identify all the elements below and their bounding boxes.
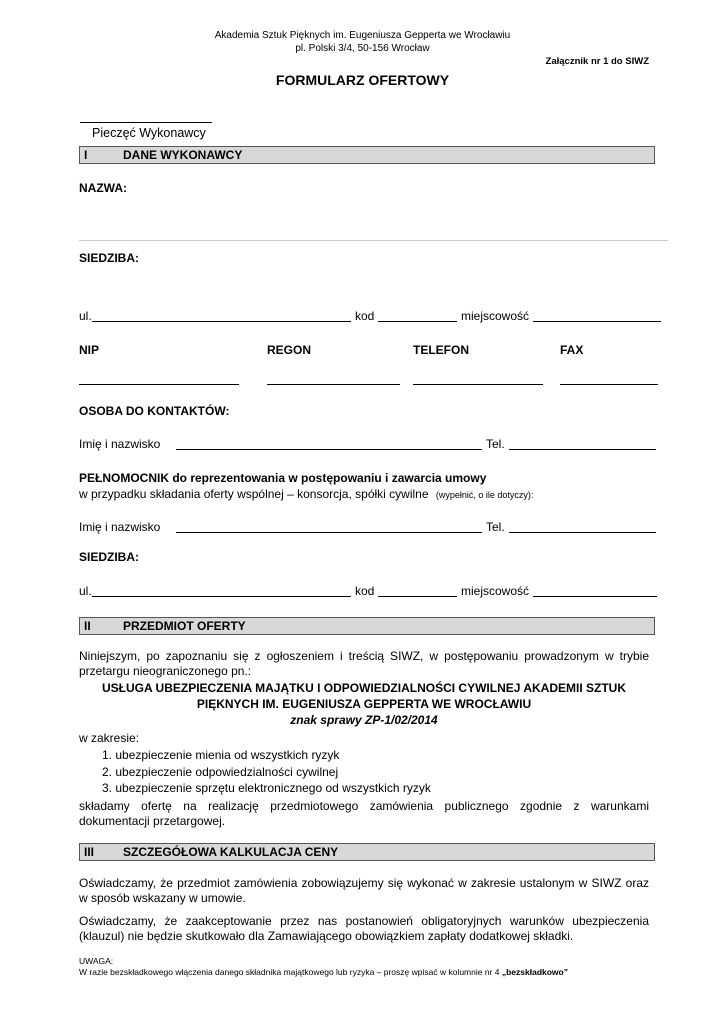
- stamp-label: Pieczęć Wykonawcy: [92, 126, 206, 140]
- proxy-city-label: miejscowość: [461, 584, 530, 598]
- siedziba-label: SIEDZIBA:: [79, 251, 139, 265]
- contact-label: OSOBA DO KONTAKTÓW:: [79, 404, 230, 418]
- regon-label: REGON: [267, 343, 312, 357]
- nip-label: NIP: [79, 343, 100, 357]
- contact-name-label: Imię i nazwisko: [79, 437, 161, 451]
- institution-name: Akademia Sztuk Pięknych im. Eugeniusza Gepperta we Wrocławiu: [214, 30, 511, 41]
- fax-label: FAX: [560, 343, 584, 357]
- nazwa-field-line[interactable]: [79, 240, 668, 241]
- section-number: I: [84, 148, 88, 162]
- section-number: III: [84, 845, 95, 859]
- contact-name-field-line[interactable]: [176, 449, 482, 450]
- declaration-1: Oświadczamy, że przedmiot zamówienia zobowiązujemy się wykonać w zakresie ustalonym w SIWZ oraz w sposób wskazany w umowie.: [79, 876, 649, 905]
- nazwa-label: NAZWA:: [79, 181, 127, 195]
- proxy-phone-label: Tel.: [486, 520, 505, 534]
- proxy-sub-label: [79, 487, 533, 501]
- stamp-line: [80, 122, 212, 123]
- proxy-city-field-line[interactable]: [533, 596, 657, 597]
- note-text: [79, 967, 679, 977]
- offer-closing: składamy ofertę na realizację przedmiotowego zamówienia publicznego zgodnie z warunkami dokumentacji przetargowej.: [79, 799, 649, 828]
- street-field-line[interactable]: [92, 321, 351, 322]
- institution-address: pl. Polski 3/4, 50-156 Wrocław: [295, 43, 430, 54]
- offer-intro: Niniejszym, po zapoznaniu się z ogłoszeniem i treścią SIWZ, w postępowaniu prowadzonym w trybie przetargu nieograniczonego pn.:: [79, 649, 649, 678]
- proxy-street-field-line[interactable]: [92, 596, 351, 597]
- telefon-label: TELEFON: [413, 343, 469, 357]
- proxy-siedziba-label: SIEDZIBA:: [79, 550, 139, 564]
- page-title: FORMULARZ OFERTOWY: [275, 72, 450, 88]
- contact-phone-field-line[interactable]: [509, 449, 656, 450]
- proxy-phone-field-line[interactable]: [509, 532, 656, 533]
- proxy-postcode-label: kod: [355, 584, 375, 598]
- proxy-street-label: ul.: [79, 584, 92, 598]
- proxy-label: PEŁNOMOCNIK do reprezentowania w postępowaniu i zawarcia umowy: [79, 471, 487, 485]
- note-body: W razie bezskładkowego włączenia danego składnika majątkowego lub ryzyka – proszę wpisać w kolumnie nr 4: [79, 967, 500, 977]
- regon-field-line[interactable]: [267, 384, 400, 385]
- offer-subject-line1: USŁUGA UBEZPIECZENIA MAJĄTKU I ODPOWIEDZIALNOŚCI CYWILNEJ AKADEMII SZTUK: [101, 681, 626, 695]
- proxy-postcode-field-line[interactable]: [378, 596, 457, 597]
- postcode-label: kod: [355, 309, 375, 323]
- nip-field-line[interactable]: [79, 384, 239, 385]
- street-label: ul.: [79, 309, 92, 323]
- section-header-dane-wykonawcy: [79, 146, 655, 164]
- note-emphasis: „bezskładkowo”: [501, 967, 568, 977]
- scope-label: w zakresie:: [79, 731, 140, 745]
- proxy-note: (wypełnić, o ile dotyczy):: [435, 490, 534, 500]
- case-number: znak sprawy ZP-1/02/2014: [290, 713, 438, 727]
- fax-field-line[interactable]: [560, 384, 658, 385]
- scope-item: 1. ubezpieczenie mienia od wszystkich ryzyk: [102, 748, 340, 762]
- section-title: SZCZEGÓŁOWA KALKULACJA CENY: [123, 845, 339, 859]
- scope-item: 3. ubezpieczenie sprzętu elektronicznego od wszystkich ryzyk: [102, 781, 431, 795]
- city-label: miejscowość: [461, 309, 530, 323]
- telefon-field-line[interactable]: [413, 384, 543, 385]
- proxy-name-label: Imię i nazwisko: [79, 520, 161, 534]
- section-header-kalkulacja-ceny: [79, 843, 655, 861]
- section-header-przedmiot-oferty: [79, 617, 655, 635]
- section-number: II: [84, 619, 91, 633]
- proxy-sub-text: w przypadku składania oferty wspólnej – konsorcja, spółki cywilne: [79, 487, 429, 501]
- scope-item: 2. ubezpieczenie odpowiedzialności cywilnej: [102, 765, 339, 779]
- note-label: UWAGA:: [79, 956, 114, 966]
- postcode-field-line[interactable]: [378, 321, 457, 322]
- section-title: DANE WYKONAWCY: [123, 148, 243, 162]
- offer-subject-line2: PIĘKNYCH IM. EUGENIUSZA GEPPERTA WE WROCŁAWIU: [196, 697, 532, 711]
- annex-label: Załącznik nr 1 do SIWZ: [545, 56, 649, 67]
- proxy-name-field-line[interactable]: [176, 532, 482, 533]
- declaration-2: Oświadczamy, że zaakceptowanie przez nas postanowień obligatoryjnych warunków ubezpieczenia (klauzul) nie będzie skutkowało dla Zamawiającego obowiązkiem zapłaty dodatkowej składki.: [79, 914, 649, 943]
- contact-phone-label: Tel.: [486, 437, 505, 451]
- section-title: PRZEDMIOT OFERTY: [123, 619, 246, 633]
- city-field-line[interactable]: [533, 321, 661, 322]
